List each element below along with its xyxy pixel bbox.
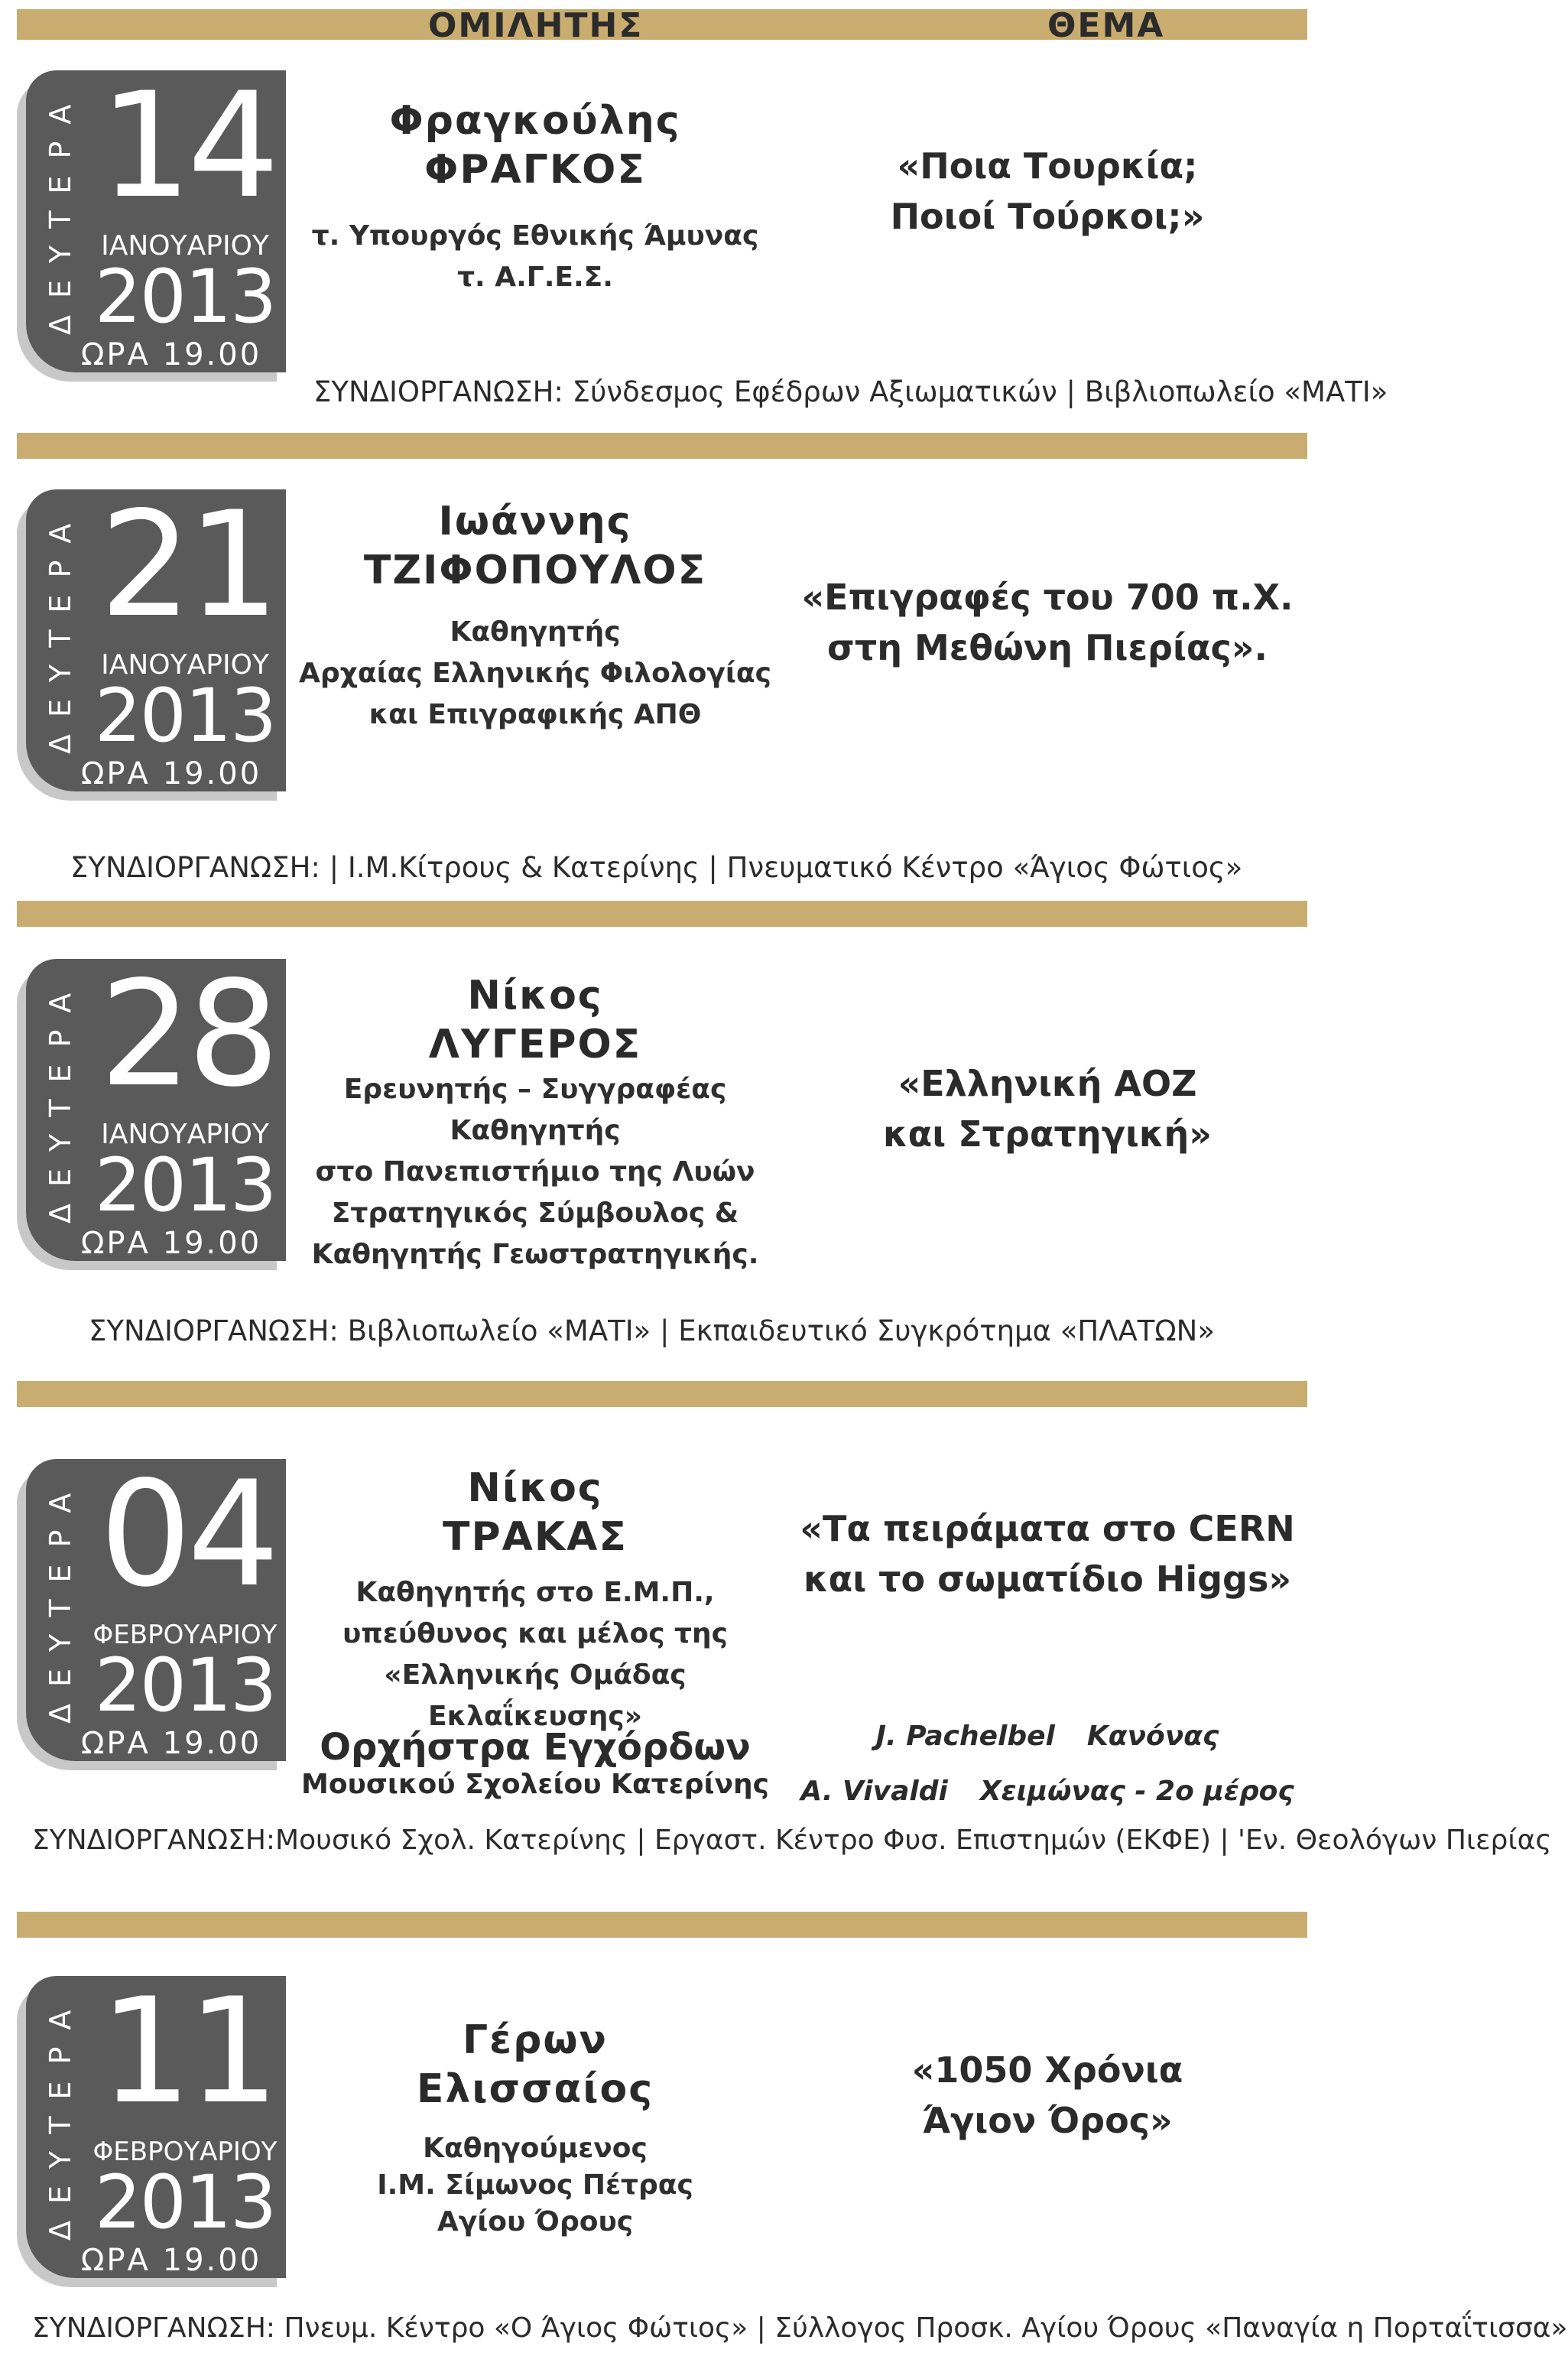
co-organizers-1: ΣΥΝΔΙΟΡΓΑΝΩΣΗ: Σύνδεσμος Εφέδρων Αξιωματικών | Βιβλιοπωλείο «ΜΑΤΙ» (313, 375, 1388, 408)
co-organizers-2: ΣΥΝΔΙΟΡΓΑΝΩΣΗ: | Ι.Μ.Κίτρους & Κατερίνης | Πνευματικό Κέντρο «Άγιος Φώτιος» (70, 851, 1243, 884)
speaker-first-name: Ιωάννης (438, 499, 632, 544)
date-card-1 (17, 61, 292, 384)
topic-2 (787, 572, 1307, 673)
separator-bar (17, 901, 1307, 927)
speaker-first-name: Νίκος (467, 1465, 603, 1511)
topic-1 (787, 141, 1307, 242)
speaker-desc-line: Αγίου Όρους (437, 2206, 634, 2237)
topic-5 (787, 2045, 1307, 2146)
year: 2013 (94, 673, 276, 759)
co-organizers-5: ΣΥΝΔΙΟΡΓΑΝΩΣΗ: Πνευμ. Κέντρο «Ο Άγιος Φώτιος» | Σύλλογος Προσκ. Αγίου Όρους «Παναγία η Πορταΐτισσα» (32, 2312, 1568, 2344)
year: 2013 (94, 1643, 276, 1728)
topic-line: «Ποια Τουρκία; (897, 145, 1198, 187)
date-card-3 (17, 950, 292, 1272)
orchestra-subtitle: Μουσικού Σχολείου Κατερίνης (301, 1769, 769, 1800)
weekday: ΔΕΥΤΕΡΑ (44, 87, 77, 335)
speaker-desc-line: Ερευνητής – Συγγραφέας (343, 1074, 727, 1105)
day-number: 21 (99, 480, 275, 649)
composer: J. Pachelbel (875, 1721, 1055, 1752)
piece: Κανόνας (1086, 1721, 1219, 1752)
topic-line: στη Μεθώνη Πιερίας». (827, 627, 1268, 668)
music-item (787, 1713, 1307, 1760)
date-card-4 (17, 1450, 292, 1773)
topic-line: «Ελληνική ΑΟΖ (898, 1063, 1197, 1104)
weekday: ΔΕΥΤΕΡΑ (44, 1993, 77, 2241)
speaker-first-name: Γέρων (463, 2017, 608, 2063)
speaker-5 (298, 2016, 772, 2241)
separator-bar (17, 433, 1307, 459)
header-topic: ΘΕΜΑ (1047, 6, 1165, 45)
time: ΩΡΑ 19.00 (80, 1726, 262, 1761)
co-organizers-3: ΣΥΝΔΙΟΡΓΑΝΩΣΗ: Βιβλιοπωλείο «ΜΑΤΙ» | Εκπαιδευτικό Συγκρότημα «ΠΛΑΤΩΝ» (89, 1314, 1215, 1347)
topic-line: και το σωματίδιο Higgs» (803, 1558, 1292, 1600)
separator-bar (17, 1381, 1307, 1407)
speaker-desc-line: Καθηγητής στο Ε.Μ.Π., (355, 1577, 715, 1608)
month: ΙΑΝΟΥΑΡΙΟΥ (101, 1119, 269, 1150)
speaker-last-name: Ελισσαίος (416, 2066, 654, 2112)
music-program (787, 1713, 1307, 1815)
topic-line: Άγιον Όρος» (922, 2100, 1173, 2141)
day-number: 28 (99, 950, 275, 1119)
speaker-4 (298, 1464, 772, 1737)
speaker-last-name: ΛΥΓΕΡΟΣ (428, 1022, 642, 1068)
day-number: 04 (99, 1450, 275, 1619)
time: ΩΡΑ 19.00 (80, 2243, 262, 2278)
speaker-desc-line: Καθηγητής Γεωστρατηγικής. (311, 1239, 759, 1270)
music-item (787, 1768, 1307, 1815)
date-card-5 (17, 1967, 292, 2289)
orchestra (298, 1727, 772, 1802)
speaker-desc-line: Καθηγητής (450, 616, 621, 648)
speaker-desc-line: Στρατηγικός Σύμβουλος & (331, 1197, 739, 1229)
year: 2013 (94, 2159, 276, 2245)
weekday: ΔΕΥΤΕΡΑ (44, 976, 77, 1223)
speaker-last-name: ΤΡΑΚΑΣ (443, 1514, 628, 1560)
weekday: ΔΕΥΤΕΡΑ (44, 506, 77, 754)
topic-3 (787, 1058, 1307, 1159)
piece: Χειμώνας - 2ο μέρος (979, 1776, 1294, 1807)
topic-line: «Τα πειράματα στο CERN (800, 1508, 1295, 1549)
speaker-desc-line: τ. Υπουργός Εθνικής Άμυνας (311, 220, 759, 252)
speaker-last-name: ΤΖΙΦΟΠΟΥΛΟΣ (363, 548, 707, 593)
speaker-desc-line: «Ελληνικής Ομάδας Εκλαΐκευσης» (384, 1659, 687, 1732)
topic-line: και Στρατηγική» (882, 1113, 1213, 1155)
topic-4 (787, 1503, 1307, 1604)
speaker-first-name: Νίκος (467, 973, 603, 1019)
time: ΩΡΑ 19.00 (80, 756, 262, 791)
time: ΩΡΑ 19.00 (80, 337, 262, 372)
speaker-last-name: ΦΡΑΓΚΟΣ (424, 147, 646, 193)
month: ΙΑΝΟΥΑΡΙΟΥ (101, 649, 269, 681)
speaker-desc-line: και Επιγραφικής ΑΠΘ (368, 699, 702, 730)
speaker-desc-line: τ. Α.Γ.Ε.Σ. (457, 262, 613, 293)
speaker-desc-line: στο Πανεπιστήμιο της Λυών (315, 1156, 755, 1188)
weekday: ΔΕΥΤΕΡΑ (44, 1476, 77, 1724)
year: 2013 (94, 254, 276, 340)
speaker-desc-line: Ι.Μ. Σίμωνος Πέτρας (377, 2169, 693, 2201)
month: ΦΕΒΡΟΥΑΡΙΟΥ (93, 2137, 278, 2167)
date-card-2 (17, 480, 292, 803)
speaker-1 (298, 96, 772, 298)
separator-bar (17, 1912, 1307, 1938)
day-number: 14 (99, 61, 275, 230)
time: ΩΡΑ 19.00 (80, 1226, 262, 1261)
speaker-desc-line: Καθηγητής (450, 1115, 621, 1146)
topic-line: Ποιοί Τούρκοι;» (890, 196, 1205, 237)
month: ΙΑΝΟΥΑΡΙΟΥ (101, 230, 269, 262)
year: 2013 (94, 1142, 276, 1228)
day-number: 11 (99, 1967, 275, 2136)
orchestra-title: Ορχήστρα Εγχόρδων (320, 1726, 751, 1769)
co-organizers-4: ΣΥΝΔΙΟΡΓΑΝΩΣΗ:Μουσικό Σχολ. Κατερίνης | Εργαστ. Κέντρο Φυσ. Επιστημών (ΕΚΦΕ) | 'Εν. Θεολόγων Πιερίας (32, 1825, 1552, 1856)
speaker-desc-line: Καθηγούμενος (423, 2133, 648, 2164)
topic-line: «1050 Χρόνια (911, 2049, 1183, 2091)
speaker-3 (298, 971, 772, 1275)
header-speaker: ΟΜΙΛΗΤΗΣ (428, 6, 644, 45)
speaker-2 (298, 497, 772, 736)
speaker-desc-line: υπεύθυνος και μέλος της (342, 1618, 729, 1649)
speaker-desc-line: Αρχαίας Ελληνικής Φιλολογίας (299, 658, 771, 689)
month: ΦΕΒΡΟΥΑΡΙΟΥ (93, 1620, 278, 1650)
speaker-first-name: Φραγκούλης (389, 98, 681, 144)
composer: A. Vivaldi (800, 1776, 948, 1807)
topic-line: «Επιγραφές του 700 π.Χ. (801, 577, 1294, 618)
